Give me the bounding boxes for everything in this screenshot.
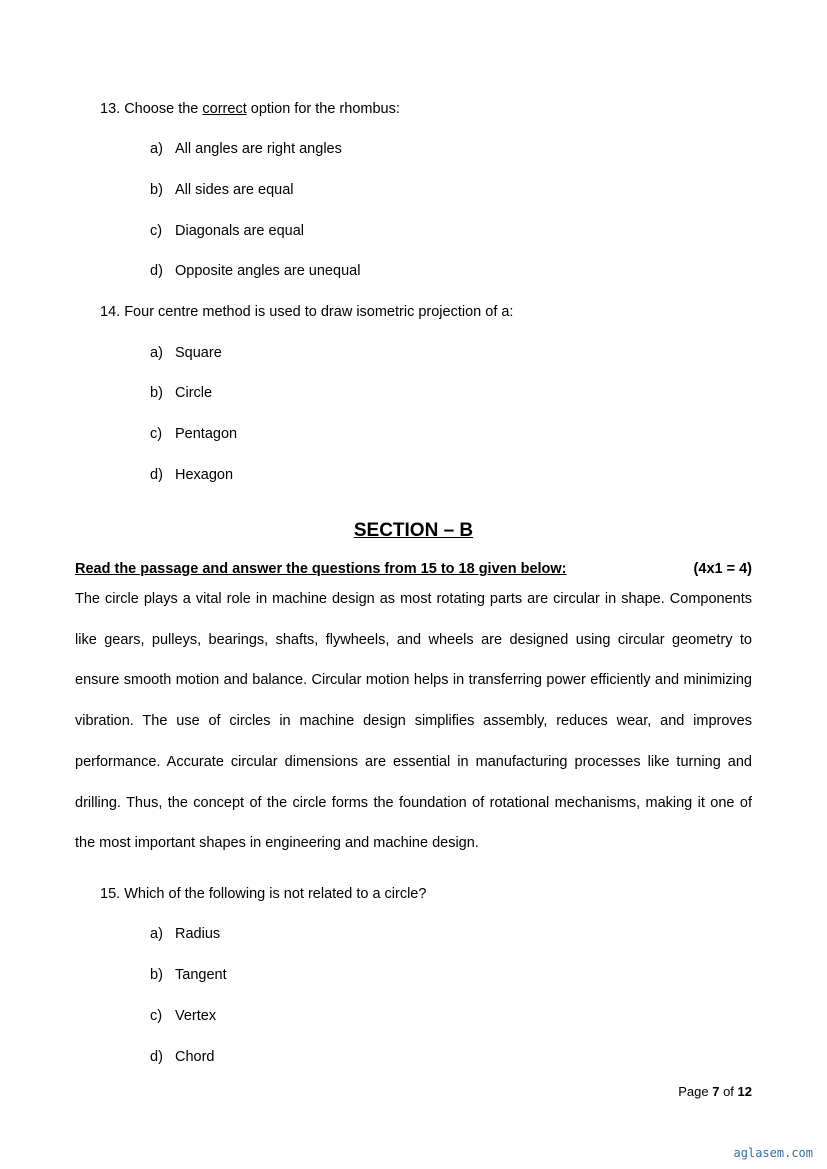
- option-letter: b): [150, 182, 163, 198]
- question-13: [100, 101, 400, 117]
- option-letter: c): [150, 223, 163, 239]
- question-number: 14.: [100, 304, 121, 320]
- option-text: All angles are right angles: [175, 141, 342, 157]
- section-title-text: SECTION – B: [353, 520, 474, 541]
- option-text: Chord: [175, 1049, 215, 1065]
- option-15d: [150, 1049, 215, 1065]
- option-13c: [150, 223, 304, 239]
- option-text: Square: [175, 345, 222, 361]
- page-total: 12: [737, 1084, 752, 1099]
- option-13d: [150, 263, 360, 279]
- passage-text: The circle plays a vital role in machine design as most rotating parts are circular in shape. Components like gears, pulleys, bearings, shafts, flywheels, and wheels are designed using circular geometry to ensure smooth motion and balance. Circular motion helps in transferring power efficiently and minimizing vibration. The use of circles in machine design simplifies assembly, reduces wear, and improves performance. Accurate circular dimensions are essential in manufacturing processes like turning and drilling. Thus, the concept of the circle forms the foundation of rotational mechanisms, making it one of the most important shapes in engineering and machine design.: [75, 591, 752, 852]
- option-text: Circle: [175, 385, 213, 401]
- option-13b: [150, 182, 294, 198]
- page-prefix: Page: [678, 1084, 713, 1099]
- option-letter: d): [150, 1049, 163, 1065]
- page-of: of: [719, 1084, 738, 1099]
- option-text: Tangent: [175, 967, 227, 983]
- option-14c: [150, 426, 237, 442]
- option-15c: [150, 1008, 216, 1024]
- page-number: [678, 1084, 752, 1099]
- question-text-before: Choose the: [124, 101, 203, 117]
- question-14: [100, 304, 513, 320]
- option-text: Diagonals are equal: [175, 223, 304, 239]
- option-15a: [150, 926, 220, 942]
- question-number: 13.: [100, 101, 121, 117]
- marks-allocation: (4x1 = 4): [693, 561, 752, 577]
- option-letter: d): [150, 263, 163, 279]
- option-text: Pentagon: [175, 426, 238, 442]
- option-13a: [150, 141, 342, 157]
- option-text: Vertex: [175, 1008, 217, 1024]
- option-15b: [150, 967, 227, 983]
- option-letter: b): [150, 967, 163, 983]
- option-14d: [150, 467, 233, 483]
- option-text: Radius: [175, 926, 221, 942]
- option-letter: a): [150, 141, 163, 157]
- option-letter: a): [150, 926, 163, 942]
- option-text: Hexagon: [175, 467, 234, 483]
- option-14b: [150, 385, 212, 401]
- option-text: Opposite angles are unequal: [175, 263, 361, 279]
- option-14a: [150, 345, 222, 361]
- watermark: aglasem.com: [733, 1146, 813, 1160]
- question-text-after: option for the rhombus:: [246, 101, 400, 117]
- option-letter: c): [150, 426, 163, 442]
- page-current: 7: [712, 1084, 720, 1099]
- question-emphasis: correct: [202, 101, 247, 117]
- option-letter: c): [150, 1008, 163, 1024]
- question-15: [100, 886, 426, 902]
- option-letter: d): [150, 467, 163, 483]
- section-title: [0, 520, 827, 542]
- passage-instruction: Read the passage and answer the questions from 15 to 18 given below:: [75, 561, 567, 577]
- option-letter: b): [150, 385, 163, 401]
- question-text: Four centre method is used to draw isometric projection of a:: [124, 304, 514, 320]
- question-number: 15.: [100, 886, 121, 902]
- question-text: Which of the following is not related to a circle?: [124, 886, 427, 902]
- option-letter: a): [150, 345, 163, 361]
- option-text: All sides are equal: [175, 182, 294, 198]
